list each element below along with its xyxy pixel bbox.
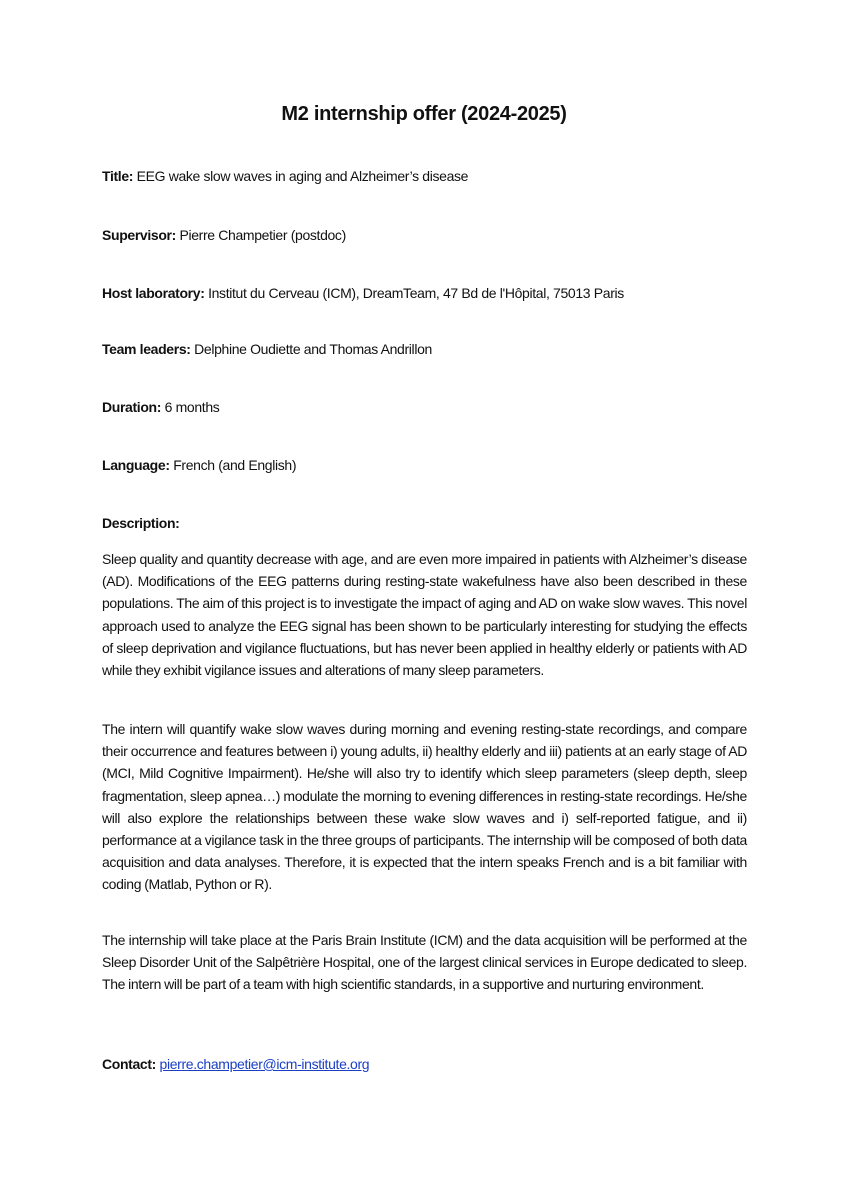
field-value: Delphine Oudiette and Thomas Andrillon xyxy=(194,341,432,357)
description-heading: Description: xyxy=(102,515,180,531)
field-duration xyxy=(102,399,219,415)
field-value: Institut du Cerveau (ICM), DreamTeam, 47 Bd de l'Hôpital, 75013 Paris xyxy=(208,285,624,301)
contact-email-link[interactable]: pierre.champetier@icm-institute.org xyxy=(159,1056,370,1072)
field-value: Pierre Champetier (postdoc) xyxy=(179,227,346,243)
description-paragraph-3: The internship will take place at the Paris Brain Institute (ICM) and the data acquisition will be performed at the Sleep Disorder Unit of the Salpêtrière Hospital, one of the largest clinical services in Europe dedicated to sleep. The intern will be part of a team with high scientific standards, in a supportive and nurturing environment. xyxy=(102,932,747,993)
field-label: Team leaders: xyxy=(102,341,191,357)
field-language xyxy=(102,457,296,473)
field-label: Title: xyxy=(102,168,134,184)
field-team-leaders xyxy=(102,341,432,357)
field-supervisor xyxy=(102,227,346,243)
contact-line xyxy=(102,1056,369,1072)
field-value: French (and English) xyxy=(173,457,297,473)
field-value: EEG wake slow waves in aging and Alzheimer’s disease xyxy=(136,168,469,184)
description-paragraph-1: Sleep quality and quantity decrease with age, and are even more impaired in patients with Alzheimer’s disease (AD). Modifications of the EEG patterns during resting-state wakefulness have also been described in these populations. The aim of this project is to investigate the impact of aging and AD on wake slow waves. This novel approach used to analyze the EEG signal has been shown to be particularly interesting for studying the effects of sleep deprivation and vigilance fluctuations, but has never been applied in healthy elderly or patients with AD while they exhibit vigilance issues and alterations of many sleep parameters. xyxy=(102,551,747,679)
page-title: M2 internship offer (2024-2025) xyxy=(281,103,567,125)
field-label: Duration: xyxy=(102,399,162,415)
field-label: Supervisor: xyxy=(102,227,176,243)
field-label: Language: xyxy=(102,457,170,473)
field-value: 6 months xyxy=(164,399,220,415)
contact-label: Contact: xyxy=(102,1056,156,1072)
description-paragraph-2: The intern will quantify wake slow waves during morning and evening resting-state recordings, and compare their occurrence and features between i) young adults, ii) healthy elderly and iii) patients at an early stage of AD (MCI, Mild Cognitive Impairment). He/she will also try to identify which sleep parameters (sleep depth, sleep fragmentation, sleep apnea…) modulate the morning to evening differences in resting-state recordings. He/she will also explore the relationships between these wake slow waves and i) self-reported fatigue, and ii) performance at a vigilance task in the three groups of participants. The internship will be composed of both data acquisition and data analyses. Therefore, it is expected that the intern speaks French and is a bit familiar with coding (Matlab, Python or R). xyxy=(102,721,747,893)
field-host-laboratory xyxy=(102,285,624,301)
field-title xyxy=(102,168,468,184)
field-label: Host laboratory: xyxy=(102,285,205,301)
